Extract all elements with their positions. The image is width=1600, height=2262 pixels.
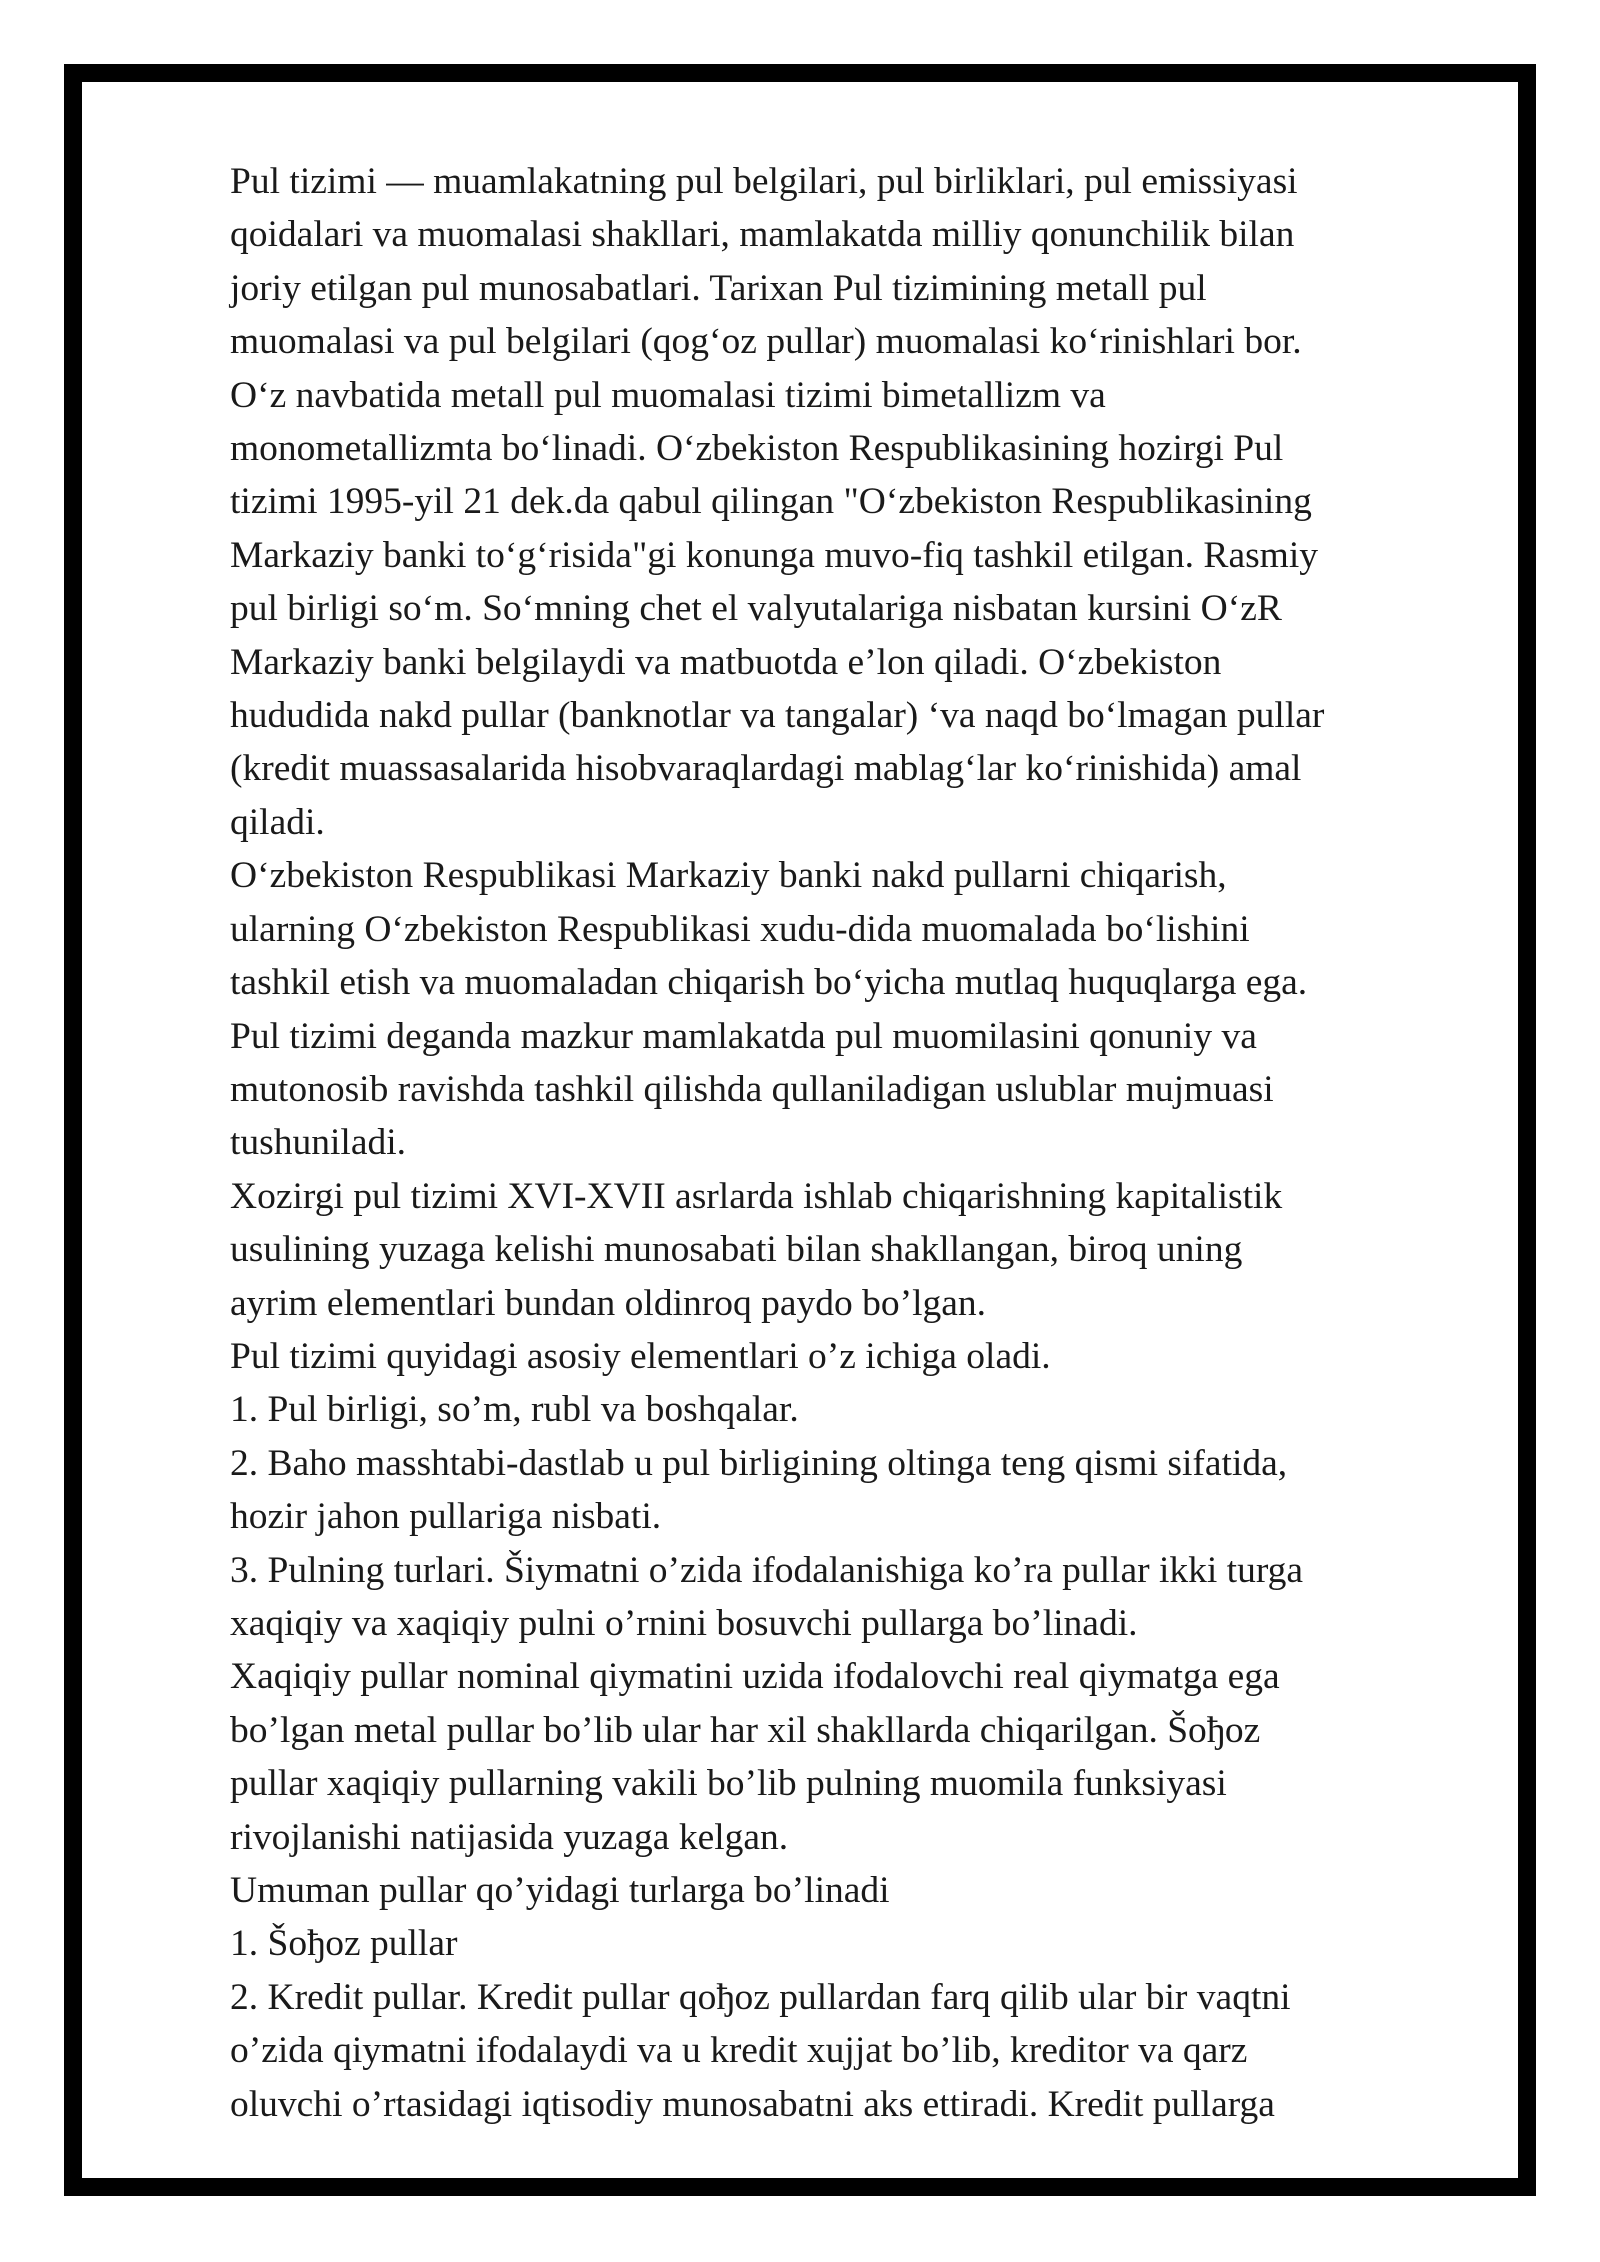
- text-line: usulining yuzaga kelishi munosabati bilan shakllangan, biroq uning: [230, 1229, 1243, 1271]
- text-line: rivojlanishi natijasida yuzaga kelgan.: [230, 1816, 789, 1858]
- text-line: pullar xaqiqiy pullarning vakili bo’lib pulning muomila funksiyasi: [230, 1763, 1227, 1805]
- text-line: pul birligi soʻm. Soʻmning chet el valyutalariga nisbatan kursini OʻzR: [230, 588, 1282, 630]
- text-line: ularning Oʻzbekiston Respublikasi xudu-dida muomalada boʻlishini: [230, 908, 1250, 950]
- text-line: 2. Kredit pullar. Kredit pullar qoђoz pullardan farq qilib ular bir vaqtni: [230, 1976, 1291, 2018]
- text-line: 1. Pul birligi, so’m, rubl va boshqalar.: [230, 1389, 799, 1431]
- text-line: Xozirgi pul tizimi XVI-XVII asrlarda ishlab chiqarishning kapitalistik: [230, 1175, 1283, 1217]
- text-line: Pul tizimi — muamlakatning pul belgilari, pul birliklari, pul emissiyasi: [230, 161, 1298, 202]
- text-line: bo’lgan metal pullar bo’lib ular har xil shakllarda chiqarilgan. Šoђoz: [230, 1709, 1261, 1751]
- text-line: Pul tizimi quyidagi asosiy elementlari o’z ichiga oladi.: [230, 1335, 1051, 1377]
- text-line: tizimi 1995-yil 21 dek.da qabul qilingan "Oʻzbekiston Respublikasining: [230, 481, 1312, 523]
- text-line: o’zida qiymatni ifodalaydi va u kredit xujjat bo’lib, kreditor va qarz: [230, 2030, 1248, 2072]
- text-line: oluvchi o’rtasidagi iqtisodiy munosabatni aks ettiradi. Kredit pullarga: [230, 2083, 1275, 2125]
- text-line: mutonosib ravishda tashkil qilishda qullaniladigan uslublar mujmuasi: [230, 1068, 1274, 1110]
- text-line: 1. Šoђoz pullar: [230, 1923, 458, 1965]
- text-line: (kredit muassasalarida hisobvaraqlardagi mablagʻlar koʻrinishida) amal: [230, 748, 1302, 790]
- text-line: qiladi.: [230, 801, 325, 843]
- text-line: joriy etilgan pul munosabatlari. Tarixan Pul tizimining metall pul: [230, 267, 1207, 309]
- text-line: Oʻz navbatida metall pul muomalasi tizimi bimetallizm va: [230, 374, 1106, 416]
- text-line: tashkil etish va muomaladan chiqarish boʻyicha mutlaq huquqlarga ega.: [230, 962, 1308, 1004]
- text-line: Pul tizimi deganda mazkur mamlakatda pul muomilasini qonuniy va: [230, 1015, 1257, 1057]
- text-line: qoidalari va muomalasi shakllari, mamlakatda milliy qonunchilik bilan: [230, 214, 1295, 256]
- text-line: hozir jahon pullariga nisbati.: [230, 1496, 662, 1538]
- text-line: 2. Baho masshtabi-dastlab u pul birligining oltinga teng qismi sifatida,: [230, 1442, 1288, 1484]
- text-line: xaqiqiy va xaqiqiy pulni o’rnini bosuvchi pullarga bo’linadi.: [230, 1602, 1138, 1644]
- text-line: Markaziy banki belgilaydi va matbuotda e’lon qiladi. Oʻzbekiston: [230, 641, 1222, 683]
- text-line: Markaziy banki toʻgʻrisida"gi konunga muvo-fiq tashkil etilgan. Rasmiy: [230, 534, 1319, 576]
- document-body-text: [230, 155, 1530, 2131]
- text-line: monometallizmta boʻlinadi. Oʻzbekiston Respublikasining hozirgi Pul: [230, 428, 1284, 470]
- text-line: tushuniladi.: [230, 1122, 407, 1164]
- text-line: hududida nakd pullar (banknotlar va tangalar) ‘va naqd boʻlmagan pullar: [230, 695, 1325, 737]
- text-line: Xaqiqiy pullar nominal qiymatini uzida ifodalovchi real qiymatga ega: [230, 1656, 1280, 1698]
- text-line: muomalasi va pul belgilari (qogʻoz pullar) muomalasi koʻrinishlari bor.: [230, 321, 1302, 363]
- text-line: 3. Pulning turlari. Šiymatni o’zida ifodalanishiga ko’ra pullar ikki turga: [230, 1549, 1304, 1591]
- text-line: Oʻzbekiston Respublikasi Markaziy banki nakd pullarni chiqarish,: [230, 855, 1227, 897]
- text-line: Umuman pullar qo’yidagi turlarga bo’linadi: [230, 1870, 890, 1911]
- text-line: ayrim elementlari bundan oldinroq paydo bo’lgan.: [230, 1282, 987, 1324]
